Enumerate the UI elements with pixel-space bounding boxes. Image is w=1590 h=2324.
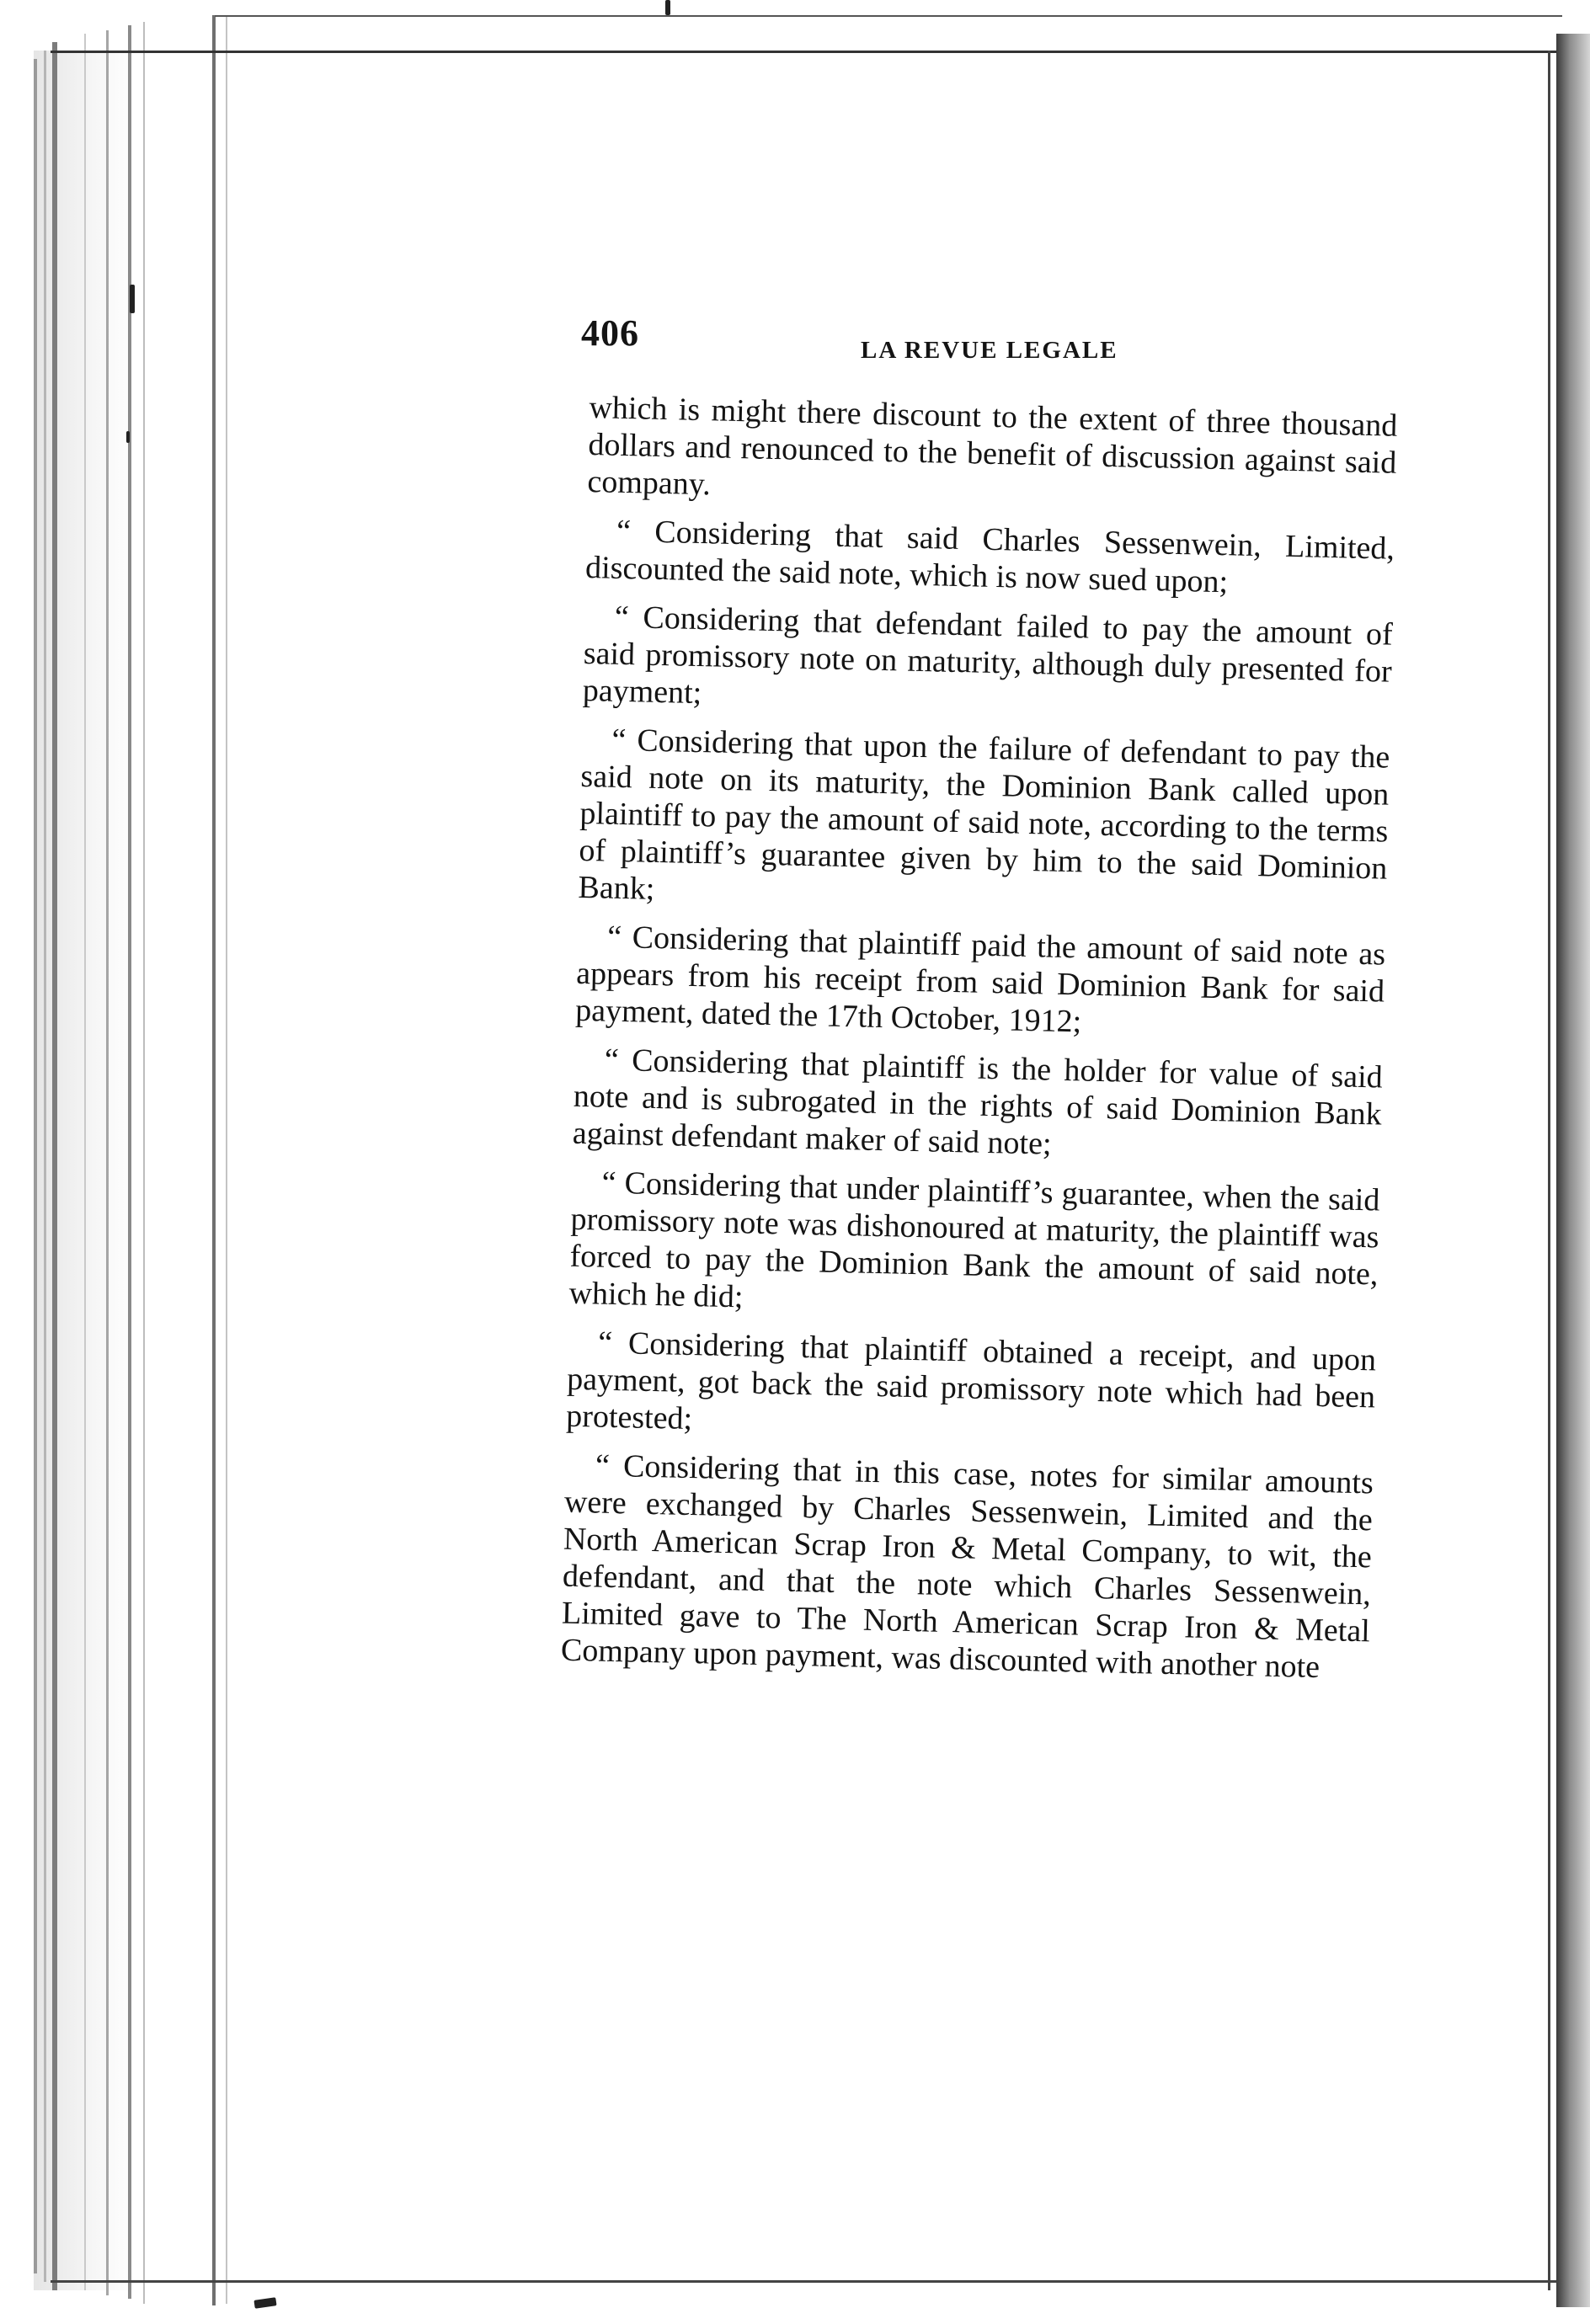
- page-edge-line: [212, 15, 216, 2305]
- page-edge-line: [52, 42, 57, 2290]
- page-content: [556, 312, 1398, 1686]
- paragraph: which is might there discount to the extent of three thousand dollars and renounced to the benefit of discussion against said company.: [587, 389, 1398, 503]
- running-head-title: LA REVUE LEGALE: [861, 337, 1118, 364]
- paragraph: “ Considering that defendant failed to pay the amount of said promissory note on maturity, although duly presented for payment;: [582, 599, 1394, 712]
- page-number: 406: [581, 312, 639, 354]
- page-top-edge: [51, 51, 1558, 53]
- page-edge-line: [84, 34, 86, 2290]
- paragraph: “ Considering that plaintiff obtained a receipt, and upon payment, got back the said promissory note which had been protested;: [565, 1325, 1377, 1437]
- page-edge-line: [226, 17, 227, 2304]
- running-head: [556, 312, 1398, 370]
- paragraph: “ Considering that under plaintiff’s guarantee, when the said promissory note was dishonoured at maturity, the plaintiff was forced to pay the Dominion Bank the amount of said note, which he did;: [568, 1165, 1380, 1315]
- paragraph: “ Considering that said Charles Sessenwein, Limited, discounted the said note, which is now sued upon;: [584, 513, 1395, 600]
- book-spine-shadow: [1556, 34, 1590, 2307]
- page-top-edge: [215, 15, 1562, 17]
- paragraph: “ Considering that plaintiff is the holder for value of said note and is subrogated in the rights of said Dominion Bank against defendant maker of said note;: [572, 1042, 1384, 1162]
- scan-artifact: [130, 285, 135, 313]
- page-edge-line: [34, 59, 37, 2273]
- scan-artifact: [126, 431, 130, 443]
- scan-artifact: [665, 0, 670, 15]
- page-edge-line: [44, 51, 46, 2282]
- page-right-edge: [1548, 51, 1550, 2290]
- page-bottom-edge: [51, 2280, 1558, 2283]
- paragraph: “ Considering that plaintiff paid the amount of said note as appears from his receipt from said Dominion Bank for said payment, dated the 17th October, 1912;: [574, 919, 1386, 1040]
- page-edge-line: [106, 30, 109, 2295]
- body-text: [560, 389, 1398, 1698]
- page-edge-line: [128, 25, 131, 2299]
- scan-artifact: [253, 2297, 276, 2309]
- paragraph: “ Considering that in this case, notes for similar amounts were exchanged by Charles Sessenwein, Limited and the North American Scrap Iron & Metal Company, to wit, the defendant, and that the note which Charles Sessenwein, Limited gave to The North American Scrap Iron & Metal Company upon payment, was discounted with another note: [560, 1447, 1374, 1686]
- page-edge-line: [143, 22, 145, 2304]
- paragraph: “ Considering that upon the failure of defendant to pay the said note on its maturity, the Dominion Bank called upon plaintiff to pay the amount of said note, according to the terms of plaintiff’s guarantee given by him to the said Dominion Bank;: [578, 722, 1390, 907]
